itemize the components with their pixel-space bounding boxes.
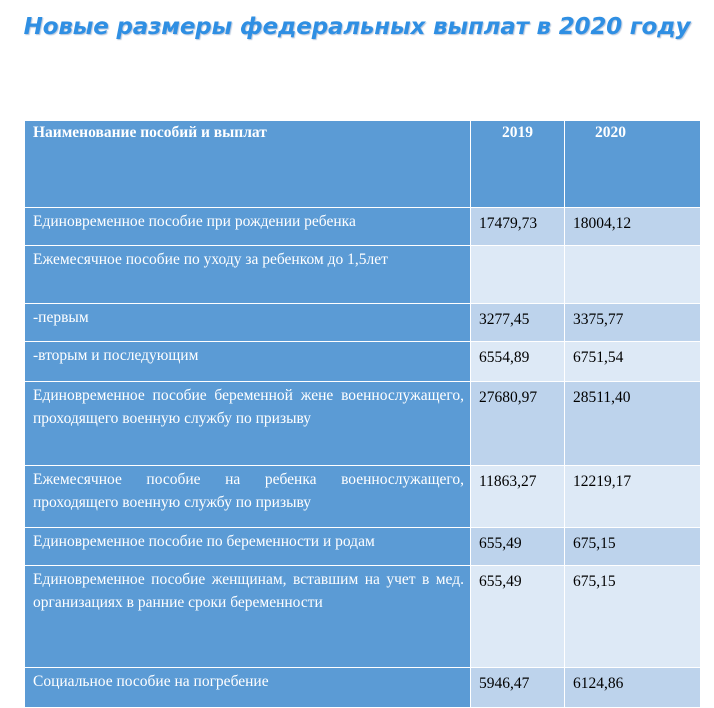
table-row [25,528,701,566]
row-value-2019: 3277,45 [471,304,565,342]
row-name: Ежемесячное пособие по уходу за ребенком до 1,5лет [25,246,471,304]
benefits-table [24,120,701,708]
table-row [25,566,701,668]
row-value-2019: 17479,73 [471,208,565,246]
row-value-2020: 6751,54 [565,342,701,382]
row-value-2020: 6124,86 [565,668,701,708]
row-value-2020: 675,15 [565,566,701,668]
row-value-2019: 27680,97 [471,382,565,466]
table-row [25,304,701,342]
row-value-2019: 11863,27 [471,466,565,528]
row-value-2020: 18004,12 [565,208,701,246]
table-row [25,382,701,466]
header-2020: 2020 [565,121,701,208]
row-name: -первым [25,304,471,342]
row-name: Ежемесячное пособие на ребенка военнослужащего, проходящего военную службу по призыву [25,466,471,528]
row-name: Единовременное пособие при рождении ребенка [25,208,471,246]
row-value-2019: 655,49 [471,528,565,566]
row-value-2020: 675,15 [565,528,701,566]
table-row [25,466,701,528]
row-name: Единовременное пособие беременной жене военнослужащего, проходящего военную службу по призыву [25,382,471,466]
row-value-2020 [565,246,701,304]
table-row [25,342,701,382]
row-name: -вторым и последующим [25,342,471,382]
row-value-2020: 28511,40 [565,382,701,466]
table-header-row [25,121,701,208]
row-value-2019: 6554,89 [471,342,565,382]
row-name: Единовременное пособие по беременности и родам [25,528,471,566]
row-value-2019: 5946,47 [471,668,565,708]
header-2019: 2019 [471,121,565,208]
row-name: Социальное пособие на погребение [25,668,471,708]
row-value-2019 [471,246,565,304]
row-value-2020: 3375,77 [565,304,701,342]
page-title: Новые размеры федеральных выплат в 2020 году [23,14,691,40]
row-value-2019: 655,49 [471,566,565,668]
header-name: Наименование пособий и выплат [25,121,471,208]
row-value-2020: 12219,17 [565,466,701,528]
table-row [25,208,701,246]
row-name: Единовременное пособие женщинам, вставшим на учет в мед. организациях в ранние сроки беременности [25,566,471,668]
table-row [25,246,701,304]
